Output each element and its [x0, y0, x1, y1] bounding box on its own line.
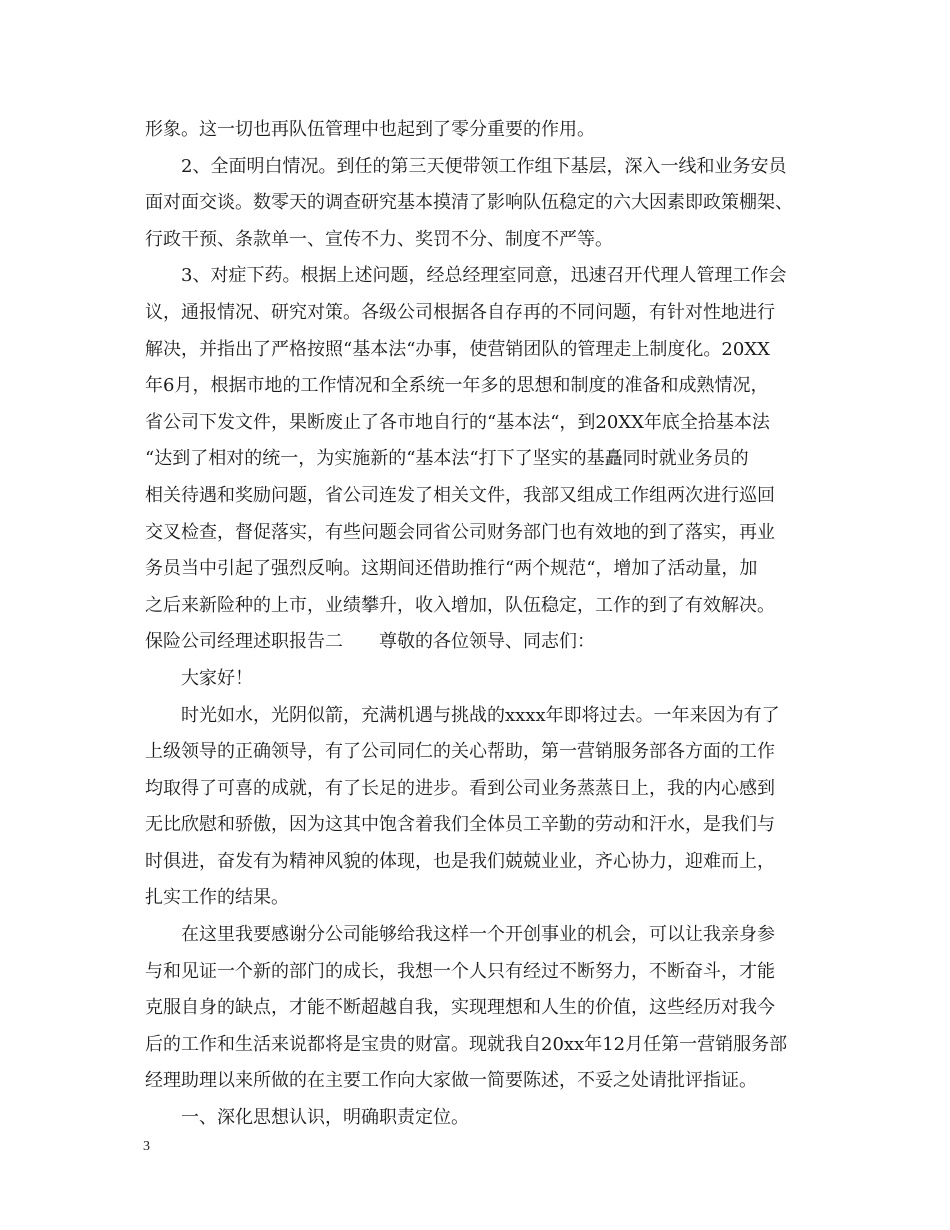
text-line: 大家好！ — [181, 667, 253, 689]
text-line: 时光如水，光阴似箭，充满机遇与挑战的xxxx年即将过去。一年来因为有了 — [181, 704, 780, 726]
text-line: 无比欣慰和骄傲，因为这其中饱含着我们全体员工辛勤的劳动和汗水，是我们与 — [145, 814, 775, 836]
text-line: 一、深化思想认识，明确职责定位。 — [181, 1107, 469, 1129]
text-line: 解决，并指出了严格按照“基本法“办事，使营销团队的管理走上制度化。20XX — [145, 338, 770, 360]
text-line: 经理助理以来所做的在主要工作向大家做一简要陈述，不妥之处请批评指证。 — [145, 1070, 757, 1092]
text-line: 时俱进，奋发有为精神风貌的体现，也是我们兢兢业业，齐心协力，迎难而上， — [145, 850, 775, 872]
text-line: 在这里我要感谢分公司能够给我这样一个开创事业的机会，可以让我亲身参 — [181, 924, 775, 946]
text-line: 形象。这一切也再队伍管理中也起到了零分重要的作用。 — [145, 119, 595, 140]
text-line: 之后来新险种的上市，业绩攀升，收入增加，队伍稳定，工作的到了有效解决。 — [145, 594, 775, 616]
text-line: 交叉检查，督促落实，有些问题会同省公司财务部门也有效地的到了落实，再业 — [145, 521, 775, 543]
text-line: 3、对症下药。根据上述问题，经总经理室同意，迅速召开代理人管理工作会 — [181, 265, 787, 287]
text-line: 与和见证一个新的部门的成长，我想一个人只有经过不断努力，不断奋斗，才能 — [145, 960, 775, 982]
text-line: 后的工作和生活来说都将是宝贵的财富。现就我自20xx年12月任第一营销服务部 — [145, 1033, 788, 1055]
text-line: 均取得了可喜的成就，有了长足的进步。看到公司业务蒸蒸日上，我的内心感到 — [145, 777, 775, 799]
text-line: “达到了相对的统一，为实施新的“基本法“打下了坚实的基矗同时就业务员的 — [145, 448, 749, 470]
text-line: 省公司下发文件，果断废止了各市地自行的“基本法“，到20XX年底全拾基本法 — [145, 411, 770, 433]
text-line: 扎实工作的结果。 — [145, 887, 289, 909]
text-line: 行政干预、条款单一、宣传不力、奖罚不分、制度不严等。 — [145, 228, 613, 250]
document-body — [145, 112, 810, 1137]
text-line: 面对面交谈。数零天的调查研究基本摸清了影响队伍稳定的六大因素即政策棚架、 — [145, 192, 793, 214]
text-line: 克服自身的缺点，才能不断超越自我，实现理想和人生的价值，这些经历对我今 — [145, 997, 775, 1019]
text-line: 上级领导的正确领导，有了公司同仁的关心帮助，第一营销服务部各方面的工作 — [145, 741, 775, 763]
text-line: 保险公司经理述职报告二 尊敬的各位领导、同志们： — [145, 631, 595, 653]
text-line: 年6月，根据市地的工作情况和全系统一年多的思想和制度的准备和成熟情况， — [145, 375, 769, 397]
text-line: 2、全面明白情况。到任的第三天便带领工作组下基层，深入一线和业务安员 — [181, 155, 787, 177]
text-line: 务员当中引起了强烈反响。这期间还借助推行“两个规范“，增加了活动量，加 — [145, 558, 758, 580]
page-number: 3 — [143, 1139, 150, 1154]
text-line: 议，通报情况、研究对策。各级公司根据各自存再的不同问题，有针对性地进行 — [145, 301, 775, 323]
text-line: 相关待遇和奖励问题，省公司连发了相关文件，我部又组成工作组两次进行巡回 — [145, 484, 775, 506]
